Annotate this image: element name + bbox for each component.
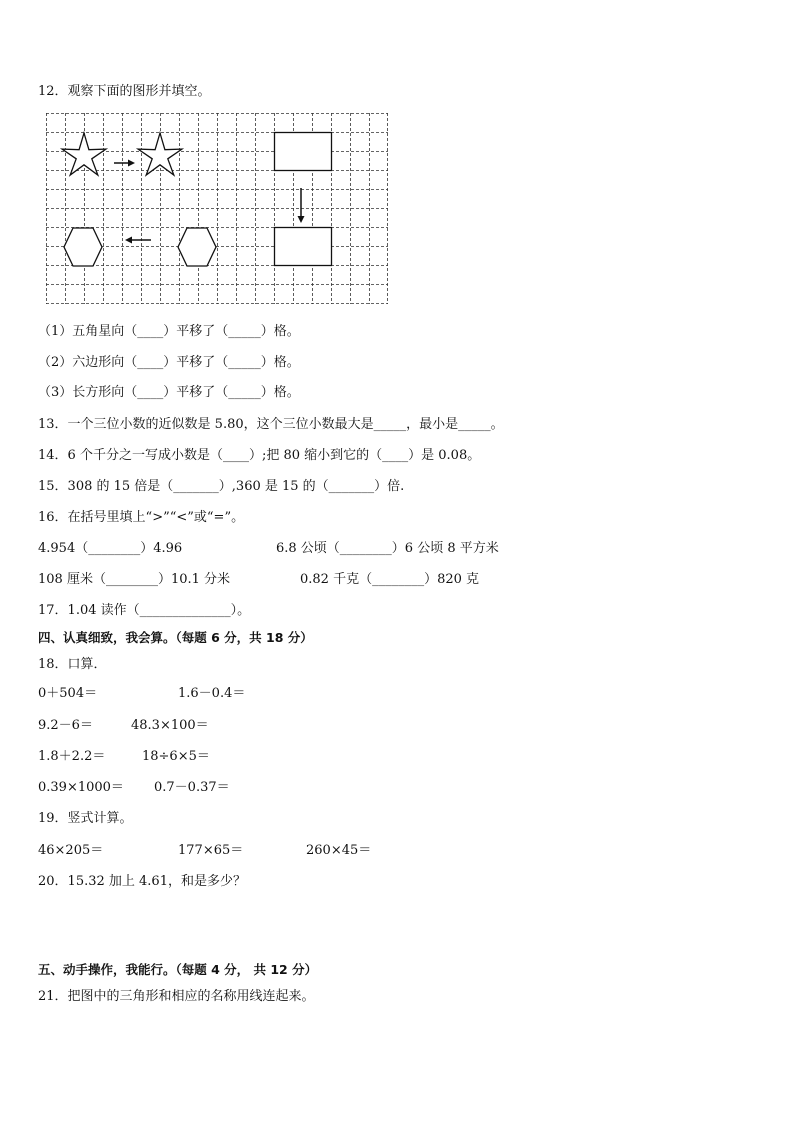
q15-text: 15．308 的 15 倍是（_______）,360 是 15 的（_______）倍. [38,479,405,494]
q14-text: 14．6 个千分之一写成小数是（____）;把 80 缩小到它的（____）是 0.08。 [38,448,481,463]
q21-text: 21．把图中的三角形和相应的名称用线连起来。 [38,989,315,1004]
q16-title: 16．在括号里填上“>”“<”或“=”。 [38,510,245,525]
hexagon-moved-shape [64,228,102,266]
star-original-shape [62,133,106,175]
arrow-down-icon [298,188,305,223]
q19-title: 19．竖式计算。 [38,811,133,826]
q16-item: 4.954（________）4.96 [38,541,183,556]
q19-expression: 46×205＝ [38,843,104,858]
q12-item-3: （3）长方形向（____）平移了（_____）格。 [38,385,300,400]
rectangle-moved-shape [275,228,332,266]
q18-expression: 0.39×1000＝ [38,780,124,795]
q16-item: 6.8 公顷（________）6 公顷 8 平方米 [276,541,499,556]
q18-expression: 1.6－0.4＝ [178,686,246,701]
q18-expression: 18÷6×5＝ [142,749,210,764]
star-moved-shape [138,133,182,175]
rectangle-original-shape [275,133,332,171]
arrow-right-icon [114,160,135,167]
q17-text: 17．1.04 读作（______________）。 [38,603,251,618]
section-5-heading: 五、动手操作，我能行。（每题 4 分， 共 12 分） [38,962,318,977]
q18-title: 18．口算． [38,657,107,672]
q16-item: 108 厘米（________）10.1 分米 [38,572,231,587]
translation-grid-figure [46,113,389,306]
q18-expression: 48.3×100＝ [131,718,209,733]
q12-title: 12．观察下面的图形并填空。 [38,84,211,99]
arrow-left-icon [125,237,151,244]
q18-expression: 9.2－6＝ [38,718,93,733]
q18-expression: 0＋504＝ [38,686,98,701]
q12-item-2: （2）六边形向（____）平移了（_____）格。 [38,355,300,370]
section-4-heading: 四、认真细致，我会算。（每题 6 分，共 18 分） [38,630,313,645]
q13-text: 13．一个三位小数的近似数是 5.80，这个三位小数最大是_____，最小是_____。 [38,417,504,432]
hexagon-original-shape [178,228,216,266]
q19-expression: 177×65＝ [178,843,244,858]
q12-item-1: （1）五角星向（____）平移了（_____）格。 [38,324,300,339]
dashed-grid [46,113,388,304]
q16-item: 0.82 千克（________）820 克 [300,572,480,587]
q18-expression: 0.7－0.37＝ [154,780,230,795]
q20-text: 20．15.32 加上 4.61，和是多少？ [38,874,246,889]
q19-expression: 260×45＝ [306,843,372,858]
q18-expression: 1.8＋2.2＝ [38,749,106,764]
